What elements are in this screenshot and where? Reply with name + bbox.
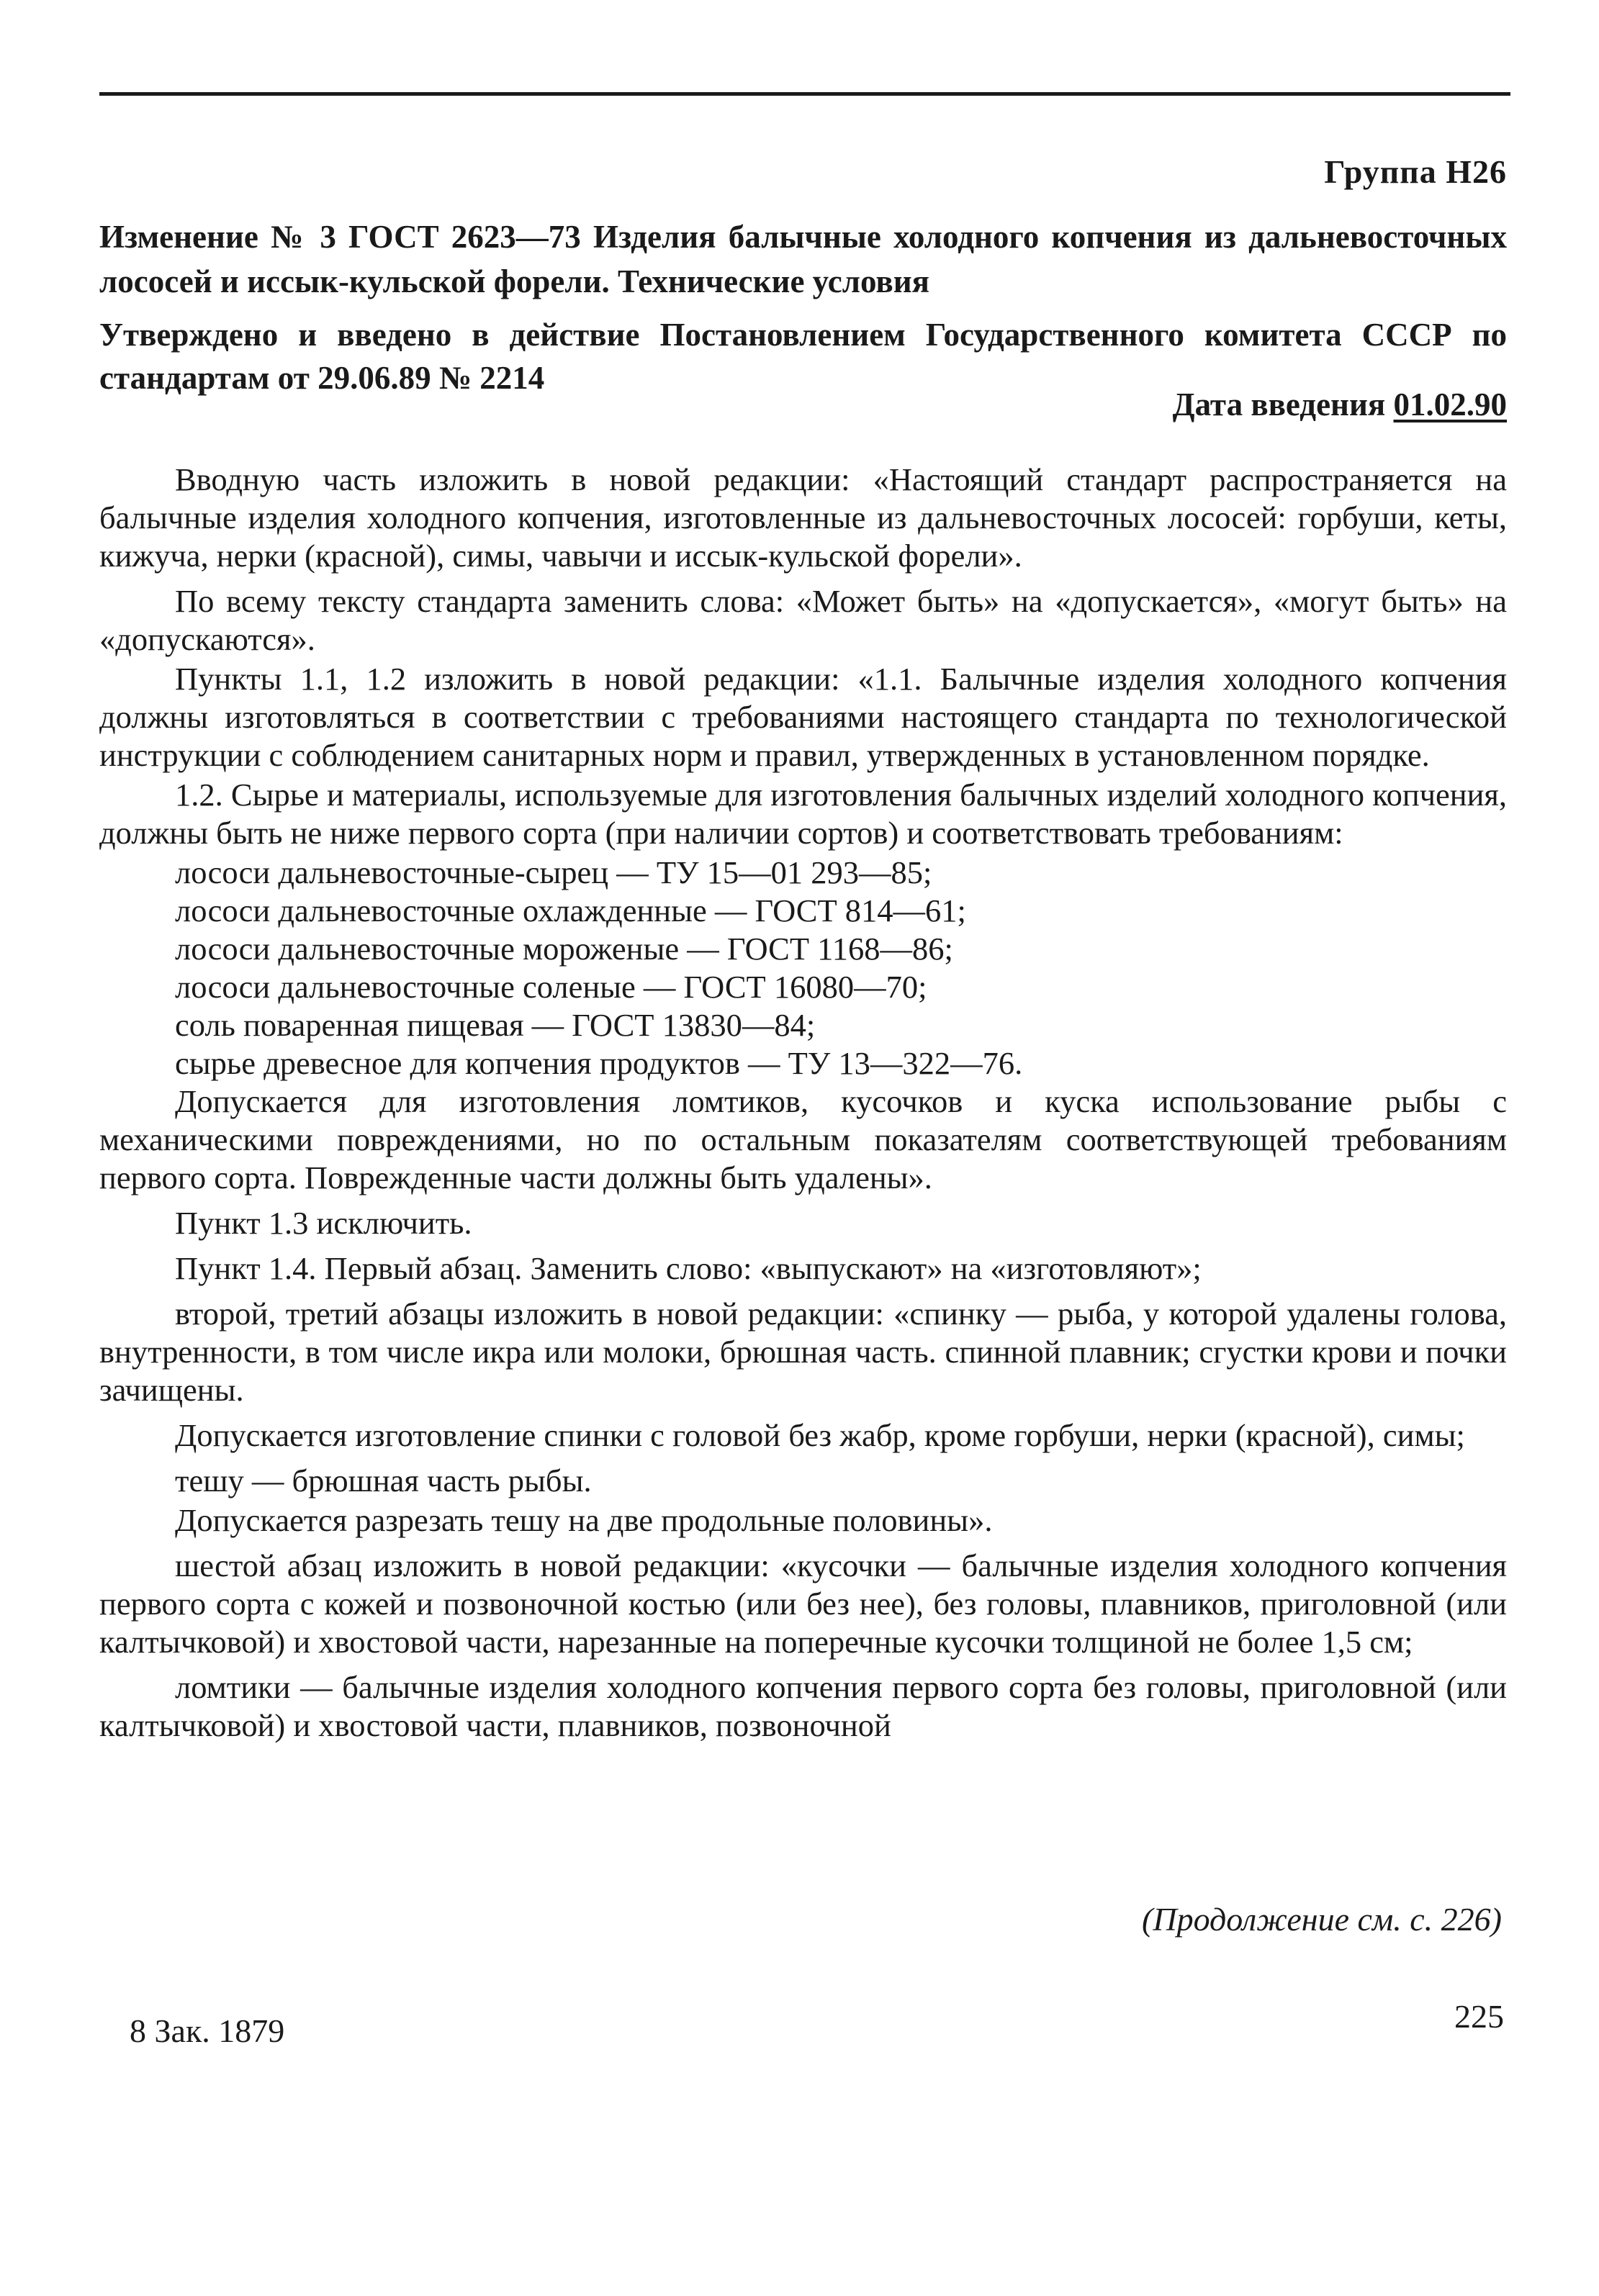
- paragraph-sixth: шестой абзац изложить в новой редакции: «кусочки — балычные изделия холодного копчения первого сорта с кожей и позвоночной костью (или без нее), без головы, плавников, приголовной (или калтычковой) и хвостовой части, нарезанные на поперечные кусочки толщиной не более 1,5 см;: [99, 1547, 1507, 1660]
- amendment-title: Изменение № 3 ГОСТ 2623—73 Изделия балычные холодного копчения из дальневосточных лососей и иссык-кульской форели. Технические условия: [99, 219, 1507, 299]
- list-item: лососи дальневосточные мороженые — ГОСТ 1168—86;: [175, 931, 953, 967]
- date-value: 01.02.90: [1393, 387, 1507, 422]
- list-item: лососи дальневосточные охлажденные — ГОСТ 814—61;: [175, 892, 966, 928]
- paragraph-tesha-cut: Допускается разрезать тешу на две продольные половины».: [175, 1502, 993, 1538]
- continuation-note: (Продолжение см. с. 226): [1142, 1901, 1502, 1938]
- list-item: сырье древесное для копчения продуктов — ТУ 13—322—76.: [175, 1045, 1023, 1081]
- date-label: Дата введения: [1172, 387, 1386, 422]
- paragraph-replace-words: По всему тексту стандарта заменить слова: «Может быть» на «допускается», «могут быть» на «допускаются».: [99, 583, 1507, 657]
- paragraph-tesha: тешу — брюшная часть рыбы.: [175, 1463, 592, 1499]
- top-rule: [99, 92, 1510, 96]
- order-number: 8 Зак. 1879: [130, 2012, 285, 2049]
- page-number: 225: [1454, 1998, 1504, 2035]
- paragraph-second-third: второй, третий абзацы изложить в новой редакции: «спинку — рыба, у которой удалены голова, внутренности, в том числе икра или молоки, брюшная часть. спинной плавник; сгустки крови и почки зачищены.: [99, 1296, 1507, 1408]
- paragraph-points-1-1: Пункты 1.1, 1.2 изложить в новой редакции: «1.1. Балычные изделия холодного копчения должны изготовляться в соответствии с требованиями настоящего стандарта по технологической инструкции с соблюдением санитарных норм и правил, утвержденных в установленном порядке.: [99, 661, 1507, 773]
- approval-statement: Утверждено и введено в действие Постановлением Государственного комитета СССР по стандартам от 29.06.89 № 2214: [99, 317, 1507, 396]
- list-item: соль поваренная пищевая — ГОСТ 13830—84;: [175, 1007, 816, 1043]
- paragraph-damaged-fish: Допускается для изготовления ломтиков, кусочков и куска использование рыбы с механическими повреждениями, но по остальным показателям соответствующей требованиям первого сорта. Поврежденные части должны быть удалены».: [99, 1083, 1507, 1196]
- document-body: [99, 461, 1507, 1746]
- paragraph-point-1-4: Пункт 1.4. Первый абзац. Заменить слово: «выпускают» на «изготовляют»;: [175, 1250, 1202, 1286]
- group-code: Группа Н26: [1324, 153, 1507, 190]
- introduction-date: [1173, 386, 1507, 423]
- list-item: лососи дальневосточные-сырец — ТУ 15—01 293—85;: [175, 854, 932, 890]
- paragraph-point-1-3: Пункт 1.3 исключить.: [175, 1205, 472, 1241]
- list-item: лососи дальневосточные соленые — ГОСТ 16080—70;: [175, 969, 927, 1005]
- paragraph-point-1-2: 1.2. Сырье и материалы, используемые для изготовления балычных изделий холодного копчения, должны быть не ниже первого сорта (при наличии сортов) и соответствовать требованиям:: [99, 777, 1507, 851]
- paragraph-intro: Вводную часть изложить в новой редакции: «Настоящий стандарт распространяется на балычные изделия холодного копчения, изготовленные из дальневосточных лососей: горбуши, кеты, кижуча, нерки (красной), симы, чавычи и иссык-кульской форели».: [99, 461, 1507, 574]
- paragraph-allowed-head: Допускается изготовление спинки с головой без жабр, кроме горбуши, нерки (красной), симы;: [175, 1417, 1465, 1453]
- paragraph-slices: ломтики — балычные изделия холодного копчения первого сорта без головы, приголовной (или калтычковой) и хвостовой части, плавников, позвоночной: [99, 1669, 1507, 1743]
